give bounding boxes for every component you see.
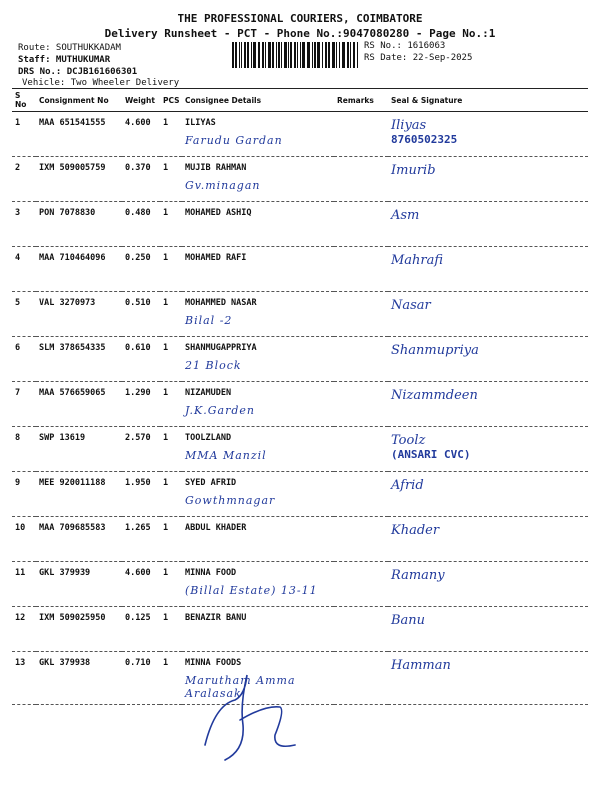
row-consignee	[182, 337, 334, 382]
row-signature	[388, 382, 588, 427]
table-row	[12, 337, 588, 382]
row-remarks	[334, 247, 388, 292]
row-weight: 1.950	[122, 472, 160, 517]
row-consignment: IXM 509025950	[36, 607, 122, 652]
barcode-bar	[322, 42, 323, 68]
signature: Asm	[391, 208, 420, 223]
barcode-bar	[272, 42, 274, 68]
row-consignee	[182, 247, 334, 292]
barcode-bar	[300, 42, 301, 68]
handwritten-address: Gowthmnagar	[185, 494, 276, 507]
barcode-bar	[342, 42, 345, 68]
row-weight: 0.610	[122, 337, 160, 382]
row-pcs: 1	[160, 607, 182, 652]
handwritten-address: 21 Block	[185, 359, 242, 372]
row-remarks	[334, 427, 388, 472]
row-pcs: 1	[160, 427, 182, 472]
table-row	[12, 112, 588, 157]
consignee-name: MOHAMED ASHIQ	[185, 208, 252, 218]
barcode-bar	[258, 42, 260, 68]
signature: Iliyas	[391, 118, 427, 133]
rs-date-label: RS Date: 22-Sep-2025	[364, 53, 473, 63]
runsheet-table	[12, 88, 588, 705]
row-weight: 0.125	[122, 607, 160, 652]
signature: Hamman	[391, 658, 451, 673]
row-consignee	[182, 112, 334, 157]
handwritten-address: Farudu Gardan	[185, 134, 283, 147]
row-remarks	[334, 292, 388, 337]
row-consignment: IXM 509005759	[36, 157, 122, 202]
barcode-bar	[357, 42, 358, 68]
barcode-bar	[244, 42, 246, 68]
col-consignee: Consignee Details	[182, 89, 334, 112]
barcode-bar	[253, 42, 256, 68]
barcode-bar	[312, 42, 313, 68]
staff-signature	[185, 665, 325, 765]
row-weight: 4.600	[122, 112, 160, 157]
signature: Ramany	[391, 568, 445, 583]
col-signature: Seal & Signature	[388, 89, 588, 112]
row-weight: 0.480	[122, 202, 160, 247]
consignee-name: TOOLZLAND	[185, 433, 232, 443]
barcode-bar	[347, 42, 349, 68]
barcode	[232, 42, 358, 68]
consignee-name: MOHAMED RAFI	[185, 253, 247, 263]
row-consignee	[182, 517, 334, 562]
row-consignment: GKL 379939	[36, 562, 122, 607]
row-signature	[388, 652, 588, 705]
route-label: Route: SOUTHUKKADAM	[18, 43, 121, 53]
barcode-bar	[353, 42, 355, 68]
col-remarks: Remarks	[334, 89, 388, 112]
signature: Afrid	[391, 478, 424, 493]
barcode-bar	[239, 42, 240, 68]
row-sno: 13	[12, 652, 36, 705]
row-signature	[388, 337, 588, 382]
signature: Nasar	[391, 298, 431, 313]
row-consignee	[182, 427, 334, 472]
row-remarks	[334, 652, 388, 705]
row-signature	[388, 292, 588, 337]
barcode-bar	[281, 42, 282, 68]
row-remarks	[334, 337, 388, 382]
consignee-name: MOHAMMED NASAR	[185, 298, 257, 308]
row-pcs: 1	[160, 652, 182, 705]
barcode-bar	[325, 42, 327, 68]
signature: Toolz	[391, 433, 426, 448]
table-row	[12, 292, 588, 337]
row-sno: 5	[12, 292, 36, 337]
row-weight: 0.510	[122, 292, 160, 337]
row-signature	[388, 112, 588, 157]
row-sno: 3	[12, 202, 36, 247]
row-consignee	[182, 382, 334, 427]
handwritten-address: MMA Manzil	[185, 449, 267, 462]
barcode-bar	[276, 42, 277, 68]
row-weight: 2.570	[122, 427, 160, 472]
table-row	[12, 472, 588, 517]
barcode-bar	[297, 42, 298, 68]
table-row	[12, 382, 588, 427]
signature: Imurib	[391, 163, 436, 178]
handwritten-address: Marutham Amma Aralasak	[185, 674, 296, 700]
row-sno: 1	[12, 112, 36, 157]
barcode-bar	[278, 42, 280, 68]
row-consignment: VAL 3270973	[36, 292, 122, 337]
col-consignment: Consignment No	[36, 89, 122, 112]
signature: Shanmupriya	[391, 343, 479, 358]
rs-no-label: RS No.: 1616063	[364, 41, 446, 51]
row-pcs: 1	[160, 157, 182, 202]
row-sno: 2	[12, 157, 36, 202]
row-signature	[388, 472, 588, 517]
signature: Nizammdeen	[391, 388, 478, 403]
handwritten-address: (Billal Estate) 13-11	[185, 584, 318, 597]
consignee-name: NIZAMUDEN	[185, 388, 232, 398]
row-consignment: MAA 576659065	[36, 382, 122, 427]
row-sno: 6	[12, 337, 36, 382]
row-weight: 0.710	[122, 652, 160, 705]
row-weight: 1.265	[122, 517, 160, 562]
consignee-name: MUJIB RAHMAN	[185, 163, 247, 173]
runsheet-subtitle: Delivery Runsheet - PCT - Phone No.:9047080280 - Page No.:1	[104, 27, 496, 40]
row-sno: 4	[12, 247, 36, 292]
signature-note: 8760502325	[391, 133, 458, 146]
barcode-bar	[302, 42, 305, 68]
row-remarks	[334, 607, 388, 652]
handwritten-address: Bilal -2	[185, 314, 233, 327]
consignee-name: MINNA FOOD	[185, 568, 237, 578]
row-consignee	[182, 472, 334, 517]
row-remarks	[334, 562, 388, 607]
row-weight: 0.250	[122, 247, 160, 292]
row-signature	[388, 427, 588, 472]
handwritten-address: J.K.Garden	[185, 404, 256, 417]
row-signature	[388, 202, 588, 247]
row-pcs: 1	[160, 202, 182, 247]
row-consignee	[182, 562, 334, 607]
drs-label: DRS No.: DCJB161606301	[18, 67, 138, 77]
table-row	[12, 157, 588, 202]
signature: Khader	[391, 523, 440, 538]
row-consignment: MAA 651541555	[36, 112, 122, 157]
table-row	[12, 427, 588, 472]
row-consignee	[182, 292, 334, 337]
row-sno: 9	[12, 472, 36, 517]
barcode-bar	[251, 42, 252, 68]
row-sno: 7	[12, 382, 36, 427]
barcode-bar	[268, 42, 271, 68]
row-consignment: SLM 378654335	[36, 337, 122, 382]
row-weight: 1.290	[122, 382, 160, 427]
barcode-bar	[262, 42, 264, 68]
table-row	[12, 517, 588, 562]
row-consignee	[182, 607, 334, 652]
barcode-bar	[332, 42, 335, 68]
barcode-bar	[241, 42, 242, 68]
barcode-bar	[328, 42, 330, 68]
row-remarks	[334, 157, 388, 202]
row-remarks	[334, 517, 388, 562]
row-remarks	[334, 382, 388, 427]
consignee-name: ABDUL KHADER	[185, 523, 247, 533]
consignee-name: SYED AFRID	[185, 478, 237, 488]
barcode-bar	[284, 42, 287, 68]
barcode-bar	[232, 42, 234, 68]
barcode-bar	[336, 42, 337, 68]
row-pcs: 1	[160, 472, 182, 517]
consignee-name: SHANMUGAPPRIYA	[185, 343, 257, 353]
row-weight: 0.370	[122, 157, 160, 202]
staff-label: Staff: MUTHUKUMAR	[18, 55, 111, 65]
row-consignment: PON 7078830	[36, 202, 122, 247]
barcode-bar	[235, 42, 237, 68]
consignee-name: BENAZIR BANU	[185, 613, 247, 623]
col-pcs: PCS	[160, 89, 182, 112]
barcode-bar	[265, 42, 266, 68]
table-header	[12, 89, 588, 112]
company-title: THE PROFESSIONAL COURIERS, COIMBATORE	[177, 12, 423, 25]
table-row	[12, 562, 588, 607]
row-consignee	[182, 157, 334, 202]
table-row	[12, 247, 588, 292]
barcode-bar	[339, 42, 340, 68]
row-pcs: 1	[160, 337, 182, 382]
row-pcs: 1	[160, 562, 182, 607]
col-weight: Weight	[122, 89, 160, 112]
row-pcs: 1	[160, 292, 182, 337]
barcode-bar	[294, 42, 296, 68]
row-sno: 11	[12, 562, 36, 607]
row-consignment: MAA 709685583	[36, 517, 122, 562]
row-pcs: 1	[160, 247, 182, 292]
row-remarks	[334, 472, 388, 517]
handwritten-address: Gv.minagan	[185, 179, 261, 192]
row-signature	[388, 607, 588, 652]
table-row	[12, 202, 588, 247]
signature: Banu	[391, 613, 426, 628]
barcode-bar	[307, 42, 310, 68]
signature: Mahrafi	[391, 253, 444, 268]
row-pcs: 1	[160, 382, 182, 427]
row-consignment: SWP 13619	[36, 427, 122, 472]
table-row	[12, 607, 588, 652]
signature-note: (ANSARI CVC)	[391, 448, 471, 461]
barcode-bar	[290, 42, 292, 68]
row-consignment: GKL 379938	[36, 652, 122, 705]
consignee-name: MINNA FOODS	[185, 658, 242, 668]
barcode-bar	[314, 42, 316, 68]
barcode-bar	[350, 42, 351, 68]
row-weight: 4.600	[122, 562, 160, 607]
consignee-name: ILIYAS	[185, 118, 216, 128]
col-sno: S No	[12, 89, 36, 112]
vehicle-label: Vehicle: Two Wheeler Delivery	[22, 78, 180, 88]
barcode-bar	[288, 42, 289, 68]
barcode-bar	[317, 42, 320, 68]
row-sno: 12	[12, 607, 36, 652]
row-remarks	[334, 202, 388, 247]
row-pcs: 1	[160, 112, 182, 157]
row-sno: 10	[12, 517, 36, 562]
barcode-bar	[247, 42, 249, 68]
row-signature	[388, 247, 588, 292]
row-sno: 8	[12, 427, 36, 472]
row-signature	[388, 157, 588, 202]
row-consignee	[182, 202, 334, 247]
row-signature	[388, 517, 588, 562]
row-signature	[388, 562, 588, 607]
row-remarks	[334, 112, 388, 157]
row-pcs: 1	[160, 517, 182, 562]
row-consignment: MEE 920011188	[36, 472, 122, 517]
row-consignment: MAA 710464096	[36, 247, 122, 292]
